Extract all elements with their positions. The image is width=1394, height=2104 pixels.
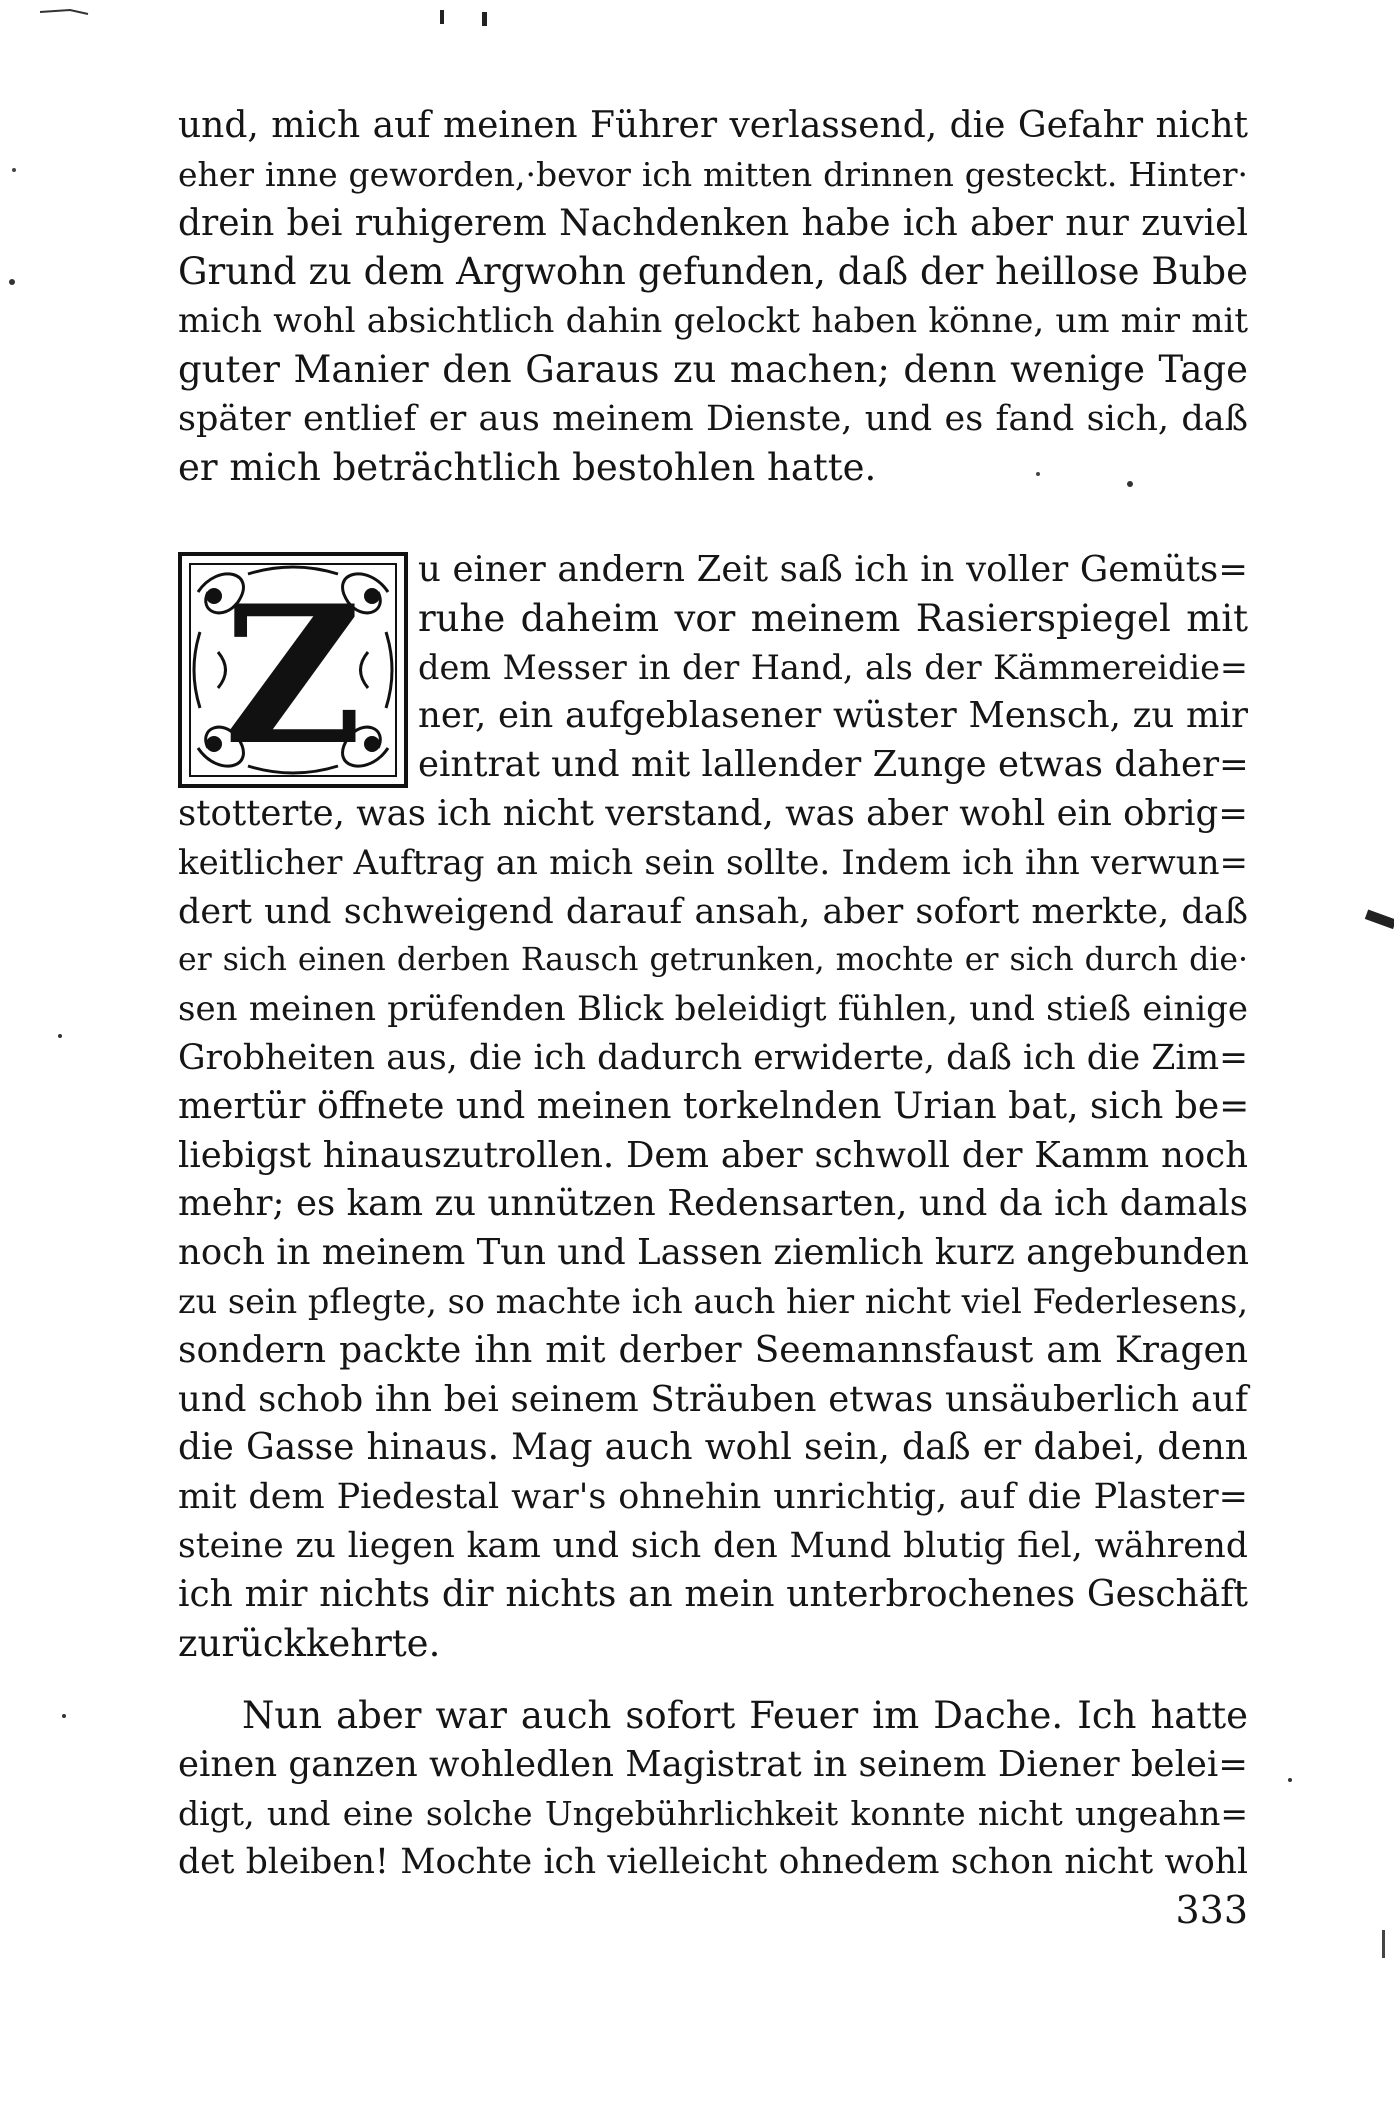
text-line: die Gasse hinaus. Mag auch wohl sein, daß er dabei, denn	[178, 1427, 1248, 1469]
text-line: steine zu liegen kam und sich den Mund blutig fiel, während	[178, 1525, 1248, 1566]
text-line: ich mir nichts dir nichts an mein unterbrochenes Geschäft	[178, 1573, 1248, 1615]
text-line: mit dem Piedestal war's ohnehin unrichtig, auf die Plaster=	[178, 1477, 1248, 1518]
text-line: liebigst hinauszutrollen. Dem aber schwoll der Kamm noch	[178, 1134, 1248, 1176]
text-line: Nun aber war auch sofort Feuer im Dache. Ich hatte	[242, 1694, 1248, 1737]
text-line: und, mich auf meinen Führer verlassend, die Gefahr nicht	[178, 105, 1248, 146]
text-line: dem Messer in der Hand, als der Kämmereidie=	[418, 647, 1248, 687]
paragraph-2	[178, 546, 1248, 1668]
paragraph-3	[178, 1692, 1248, 1887]
text-line: zurückkehrte.	[178, 1621, 441, 1665]
text-line: einen ganzen wohledlen Magistrat in seinem Diener belei=	[178, 1743, 1249, 1785]
text-line: ner, ein aufgeblasener wüster Mensch, zu mir	[418, 695, 1248, 737]
text-line: zu sein pflegte, so machte ich auch hier nicht viel Federlesens,	[178, 1281, 1248, 1321]
text-line: später entlief er aus meinem Dienste, und es fand sich, daß	[178, 398, 1248, 439]
text-line: eher inne geworden,·bevor ich mitten drinnen gesteckt. Hinter·	[178, 154, 1248, 194]
text-line: sen meinen prüfenden Blick beleidigt fühlen, und stieß einige	[178, 989, 1248, 1030]
text-line: mich wohl absichtlich dahin gelockt haben könne, um mir mit	[178, 301, 1248, 342]
text-line: ruhe daheim vor meinem Rasierspiegel mit	[418, 596, 1248, 640]
text-line: mehr; es kam zu unnützen Redensarten, und da ich damals	[178, 1183, 1248, 1225]
paragraph-1	[178, 102, 1248, 492]
text-line: stotterte, was ich nicht verstand, was aber wohl ein obrig=	[178, 792, 1248, 834]
text-line: er sich einen derben Rausch getrunken, mochte er sich durch die·	[178, 942, 1248, 979]
text-line: Grund zu dem Argwohn gefunden, daß der heillose Bube	[178, 250, 1248, 294]
text-line: dert und schweigend darauf ansah, aber sofort merkte, daß	[178, 891, 1248, 932]
page-number: 333	[1175, 1888, 1248, 1932]
text-line: eintrat und mit lallender Zunge etwas daher=	[418, 744, 1249, 786]
text-line: digt, und eine solche Ungebührlichkeit konnte nicht ungeahn=	[178, 1793, 1248, 1833]
text-line: sondern packte ihn mit derber Seemannsfaust am Kragen	[178, 1329, 1248, 1371]
text-line: keitlicher Auftrag an mich sein sollte. Indem ich ihn verwun=	[178, 842, 1248, 883]
text-line: det bleiben! Mochte ich vielleicht ohnedem schon nicht wohl	[178, 1842, 1248, 1883]
text-line: Grobheiten aus, die ich dadurch erwiderte, daß ich die Zim=	[178, 1037, 1248, 1078]
text-line: mertür öffnete und meinen torkelnden Urian bat, sich be=	[178, 1085, 1250, 1127]
text-line: und schob ihn bei seinem Sträuben etwas unsäuberlich auf	[178, 1378, 1248, 1420]
text-line: drein bei ruhigerem Nachdenken habe ich aber nur zuviel	[178, 202, 1248, 244]
text-line: u einer andern Zeit saß ich in voller Gemüts=	[418, 549, 1248, 590]
text-line: guter Manier den Garaus zu machen; denn wenige Tage	[178, 347, 1248, 391]
text-line: er mich beträchtlich bestohlen hatte.	[178, 445, 877, 489]
drop-cap-letter: Z	[223, 564, 363, 787]
text-line: noch in meinem Tun und Lassen ziemlich kurz angebunden	[178, 1232, 1249, 1274]
